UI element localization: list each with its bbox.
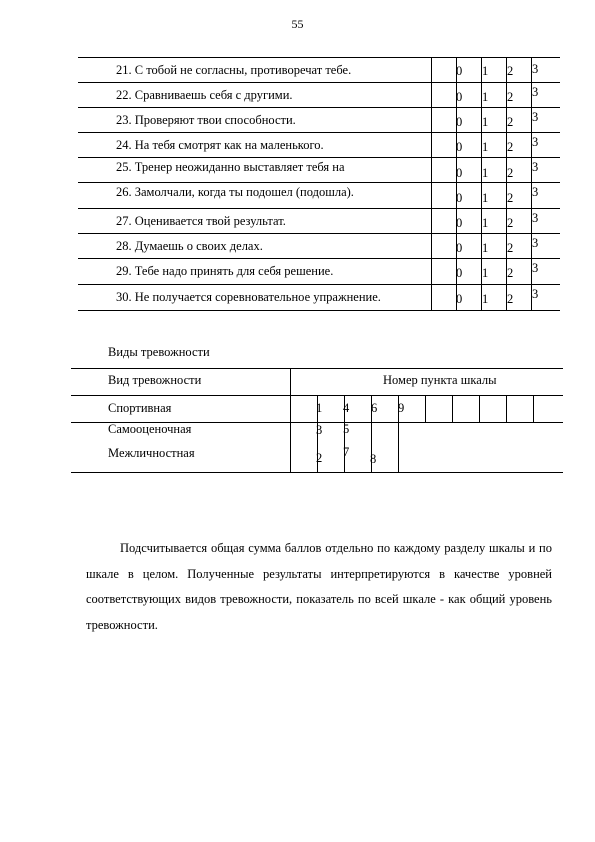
- question-text: 28. Думаешь о своих делах.: [116, 239, 263, 253]
- option-2: 2: [507, 64, 514, 78]
- question-text: 29. Тебе надо принять для себя решение.: [116, 264, 334, 278]
- option-0: 0: [456, 166, 463, 180]
- option-0: 0: [456, 90, 463, 104]
- option-1: 1: [482, 191, 489, 205]
- table-divider: [425, 395, 426, 422]
- table-row: [78, 107, 560, 133]
- option-3: 3: [532, 135, 539, 149]
- table-row: [78, 57, 560, 83]
- item-number: 6: [371, 401, 378, 415]
- option-1: 1: [482, 216, 489, 230]
- anxiety-types-title: Виды тревожности: [108, 345, 210, 359]
- item-number: 3: [316, 423, 323, 437]
- table-row: [78, 208, 560, 234]
- option-1: 1: [482, 64, 489, 78]
- question-text: 22. Сравниваешь себя с другими.: [116, 88, 293, 102]
- option-1: 1: [482, 166, 489, 180]
- option-0: 0: [456, 140, 463, 154]
- questionnaire-table: [78, 57, 560, 310]
- table-divider: [290, 368, 291, 472]
- question-text: 23. Проверяют твои способности.: [116, 113, 296, 127]
- option-0: 0: [456, 191, 463, 205]
- table-divider: [479, 395, 480, 422]
- question-text: 21. С тобой не согласны, противоречат тебе.: [116, 63, 352, 77]
- item-number: 1: [316, 401, 323, 415]
- question-text: 25. Тренер неожиданно выставляет тебя на: [116, 160, 345, 174]
- row-label-self-esteem: Самооценочная: [108, 422, 192, 436]
- item-number: 7: [343, 445, 350, 459]
- option-1: 1: [482, 90, 489, 104]
- option-3: 3: [532, 85, 539, 99]
- page-number: 55: [291, 17, 304, 31]
- option-1: 1: [482, 140, 489, 154]
- option-0: 0: [456, 64, 463, 78]
- table-line: [71, 472, 563, 473]
- table-line: [71, 368, 563, 369]
- option-3: 3: [532, 110, 539, 124]
- table-row: [78, 82, 560, 108]
- item-number: 2: [316, 451, 323, 465]
- option-0: 0: [456, 266, 463, 280]
- item-number: 5: [343, 422, 350, 436]
- option-1: 1: [482, 241, 489, 255]
- option-2: 2: [507, 241, 514, 255]
- column-header-type: Вид тревожности: [108, 373, 202, 387]
- row-label-sport: Спортивная: [108, 401, 172, 415]
- table-row: [78, 233, 560, 259]
- option-0: 0: [456, 115, 463, 129]
- table-row: [78, 132, 560, 158]
- item-number: 8: [370, 452, 377, 466]
- option-1: 1: [482, 292, 489, 306]
- option-3: 3: [532, 160, 539, 174]
- table-divider: [452, 395, 453, 422]
- anxiety-types-table: [71, 368, 563, 472]
- option-0: 0: [456, 292, 463, 306]
- option-2: 2: [507, 115, 514, 129]
- option-2: 2: [507, 140, 514, 154]
- option-3: 3: [532, 236, 539, 250]
- table-row: [78, 182, 560, 208]
- table-row: [78, 284, 560, 310]
- table-row: [78, 157, 560, 183]
- table-divider: [533, 395, 534, 422]
- option-2: 2: [507, 292, 514, 306]
- option-3: 3: [532, 185, 539, 199]
- option-0: 0: [456, 216, 463, 230]
- table-row: [78, 258, 560, 284]
- row-label-interpersonal: Межличностная: [108, 446, 195, 460]
- option-2: 2: [507, 90, 514, 104]
- question-text: 30. Не получается соревновательное упражнение.: [116, 290, 381, 304]
- option-2: 2: [507, 166, 514, 180]
- body-paragraph: [86, 536, 552, 638]
- option-0: 0: [456, 241, 463, 255]
- option-3: 3: [532, 287, 539, 301]
- paragraph-text: Подсчитывается общая сумма баллов отдельно по каждому разделу шкалы и по шкале в целом. Полученные результаты интерпретируются в качестве уровней соответствующих видов тревожности, показатель по всей шкале - как общий уровень тревожности.: [86, 541, 552, 632]
- item-number: 9: [398, 401, 405, 415]
- column-header-items: Номер пункта шкалы: [383, 373, 497, 387]
- option-3: 3: [532, 62, 539, 76]
- question-text: 26. Замолчали, когда ты подошел (подошла).: [116, 185, 354, 199]
- table-bottom-border: [78, 310, 560, 311]
- option-1: 1: [482, 266, 489, 280]
- option-2: 2: [507, 191, 514, 205]
- option-3: 3: [532, 211, 539, 225]
- option-2: 2: [507, 216, 514, 230]
- question-text: 27. Оценивается твой результат.: [116, 214, 286, 228]
- option-1: 1: [482, 115, 489, 129]
- option-3: 3: [532, 261, 539, 275]
- option-2: 2: [507, 266, 514, 280]
- table-divider: [506, 395, 507, 422]
- question-text: 24. На тебя смотрят как на маленького.: [116, 138, 324, 152]
- item-number: 4: [343, 401, 350, 415]
